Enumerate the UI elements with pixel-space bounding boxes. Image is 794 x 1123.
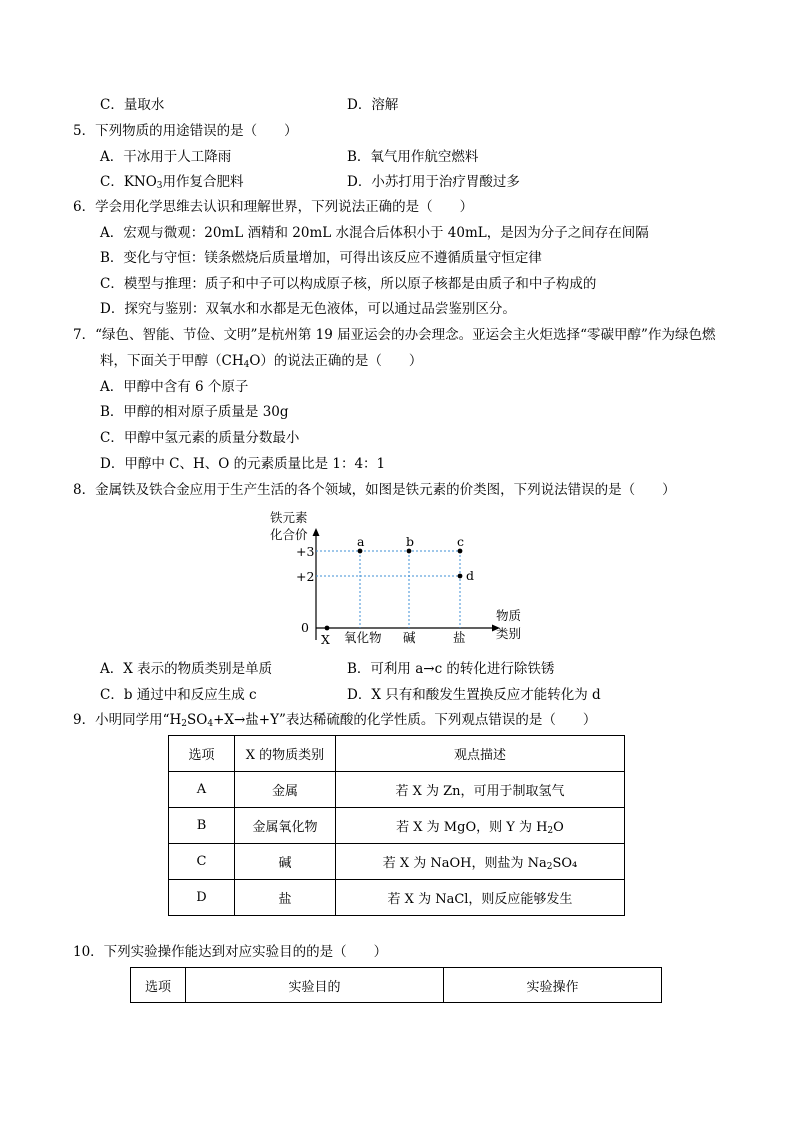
q7-option-b: B．甲醇的相对原子质量是 30g xyxy=(100,404,289,420)
q9-row-a-description: 若 X 为 Zn，可用于制取氢气 xyxy=(336,772,625,808)
q9-row-b-option: B xyxy=(169,808,235,844)
y-axis-arrow xyxy=(313,528,320,536)
q9-table-header xyxy=(169,736,625,772)
q9-header-option: 选项 xyxy=(169,736,235,772)
x-tick-salt: 盐 xyxy=(453,630,466,645)
y-axis-label-line1: 铁元素 xyxy=(270,510,308,525)
q9-row-c-description: 若 X 为 NaOH，则盐为 $Na_2SO_4$ xyxy=(336,844,625,880)
q10-stem: 10．下列实验操作能达到对应实验目的的是（ ） xyxy=(73,944,388,960)
q7-stem-line2: 料，下面关于甲醇$(CH_4O)$的说法正确的是（ ） xyxy=(100,353,423,370)
q7-stem-line1: 7．“绿色、智能、节俭、文明”是杭州第 19 届亚运会的办会理念。亚运会主火炬选择“零碳甲醇”作为绿色燃 xyxy=(73,327,716,343)
table-row xyxy=(169,844,625,880)
point-a xyxy=(358,549,363,554)
q9-row-a-option: A xyxy=(169,772,235,808)
q8-option-d: D．X 只有和酸发生置换反应才能转化为 d xyxy=(347,687,601,703)
q9-header-category: X 的物质类别 xyxy=(235,736,336,772)
q9-row-d-option: D xyxy=(169,880,235,916)
point-c xyxy=(458,549,463,554)
q5-option-b: B．氧气用作航空燃料 xyxy=(347,149,479,165)
q9-stem: 9．小明同学用“$H_2SO_4+X\to$盐+Y”表达稀硫酸的化学性质。下列观点错误的是（ ） xyxy=(73,712,597,729)
q8-option-a: A．X 表示的物质类别是单质 xyxy=(100,661,273,677)
table-row xyxy=(169,772,625,808)
q5-option-a: A．干冰用于人工降雨 xyxy=(100,149,232,165)
q9-row-b-category: 金属氧化物 xyxy=(235,808,336,844)
q7-option-d: D．甲醇中 C、H、O 的元素质量比是 1：4：1 xyxy=(100,456,386,472)
q4-option-c: C．量取水 xyxy=(100,97,165,113)
point-label-b: b xyxy=(406,534,415,549)
x-tick-base: 碱 xyxy=(403,630,416,645)
q8-option-c: C．b 通过中和反应生成 c xyxy=(100,687,257,703)
q9-table xyxy=(168,735,625,916)
y-axis-label-line2: 化合价 xyxy=(270,527,308,542)
table-row xyxy=(169,808,625,844)
q4-option-d: D．溶解 xyxy=(347,97,399,113)
q10-header-option: 选项 xyxy=(131,968,186,1003)
point-label-c: c xyxy=(457,534,465,549)
q7-option-c: C．甲醇中氢元素的质量分数最小 xyxy=(100,430,300,446)
q8-option-b: B．可利用 a→c 的转化进行除铁锈 xyxy=(347,661,555,677)
q5-option-d: D．小苏打用于治疗胃酸过多 xyxy=(347,174,520,190)
q6-option-a: A．宏观与微观：20mL 酒精和 20mL 水混合后体积小于 40mL，是因为分子之间存在间隔 xyxy=(100,225,649,241)
q6-stem: 6．学会用化学思维去认识和理解世界，下列说法正确的是（ ） xyxy=(73,199,474,215)
q10-header-operation: 实验操作 xyxy=(444,968,662,1003)
table-row xyxy=(169,880,625,916)
q9-row-a-category: 金属 xyxy=(235,772,336,808)
x-tick-oxide: 氧化物 xyxy=(344,630,382,645)
q5-option-c: C．$KNO_3$用作复合肥料 xyxy=(100,174,244,191)
y-tick-zero: 0 xyxy=(301,620,309,635)
point-b xyxy=(407,549,412,554)
q10-table-header xyxy=(131,968,662,1003)
q6-option-b: B．变化与守恒：镁条燃烧后质量增加，可得出该反应不遵循质量守恒定律 xyxy=(100,250,542,266)
q9-row-d-category: 盐 xyxy=(235,880,336,916)
q10-header-purpose: 实验目的 xyxy=(186,968,444,1003)
q6-option-c: C．模型与推理：质子和中子可以构成原子核，所以原子核都是由质子和中子构成的 xyxy=(100,276,597,292)
point-label-a: a xyxy=(357,534,365,549)
q8-stem: 8．金属铁及铁合金应用于生产生活的各个领域，如图是铁元素的价类图，下列说法错误的是（ ） xyxy=(73,482,676,498)
q9-row-b-description: 若 X 为 MgO，则 Y 为 $H_2O$ xyxy=(336,808,625,844)
y-tick-plus2: +2 xyxy=(296,569,315,584)
q10-table xyxy=(130,967,662,1003)
point-label-d: d xyxy=(466,568,475,583)
q6-option-d: D．探究与鉴别：双氧水和水都是无色液体，可以通过品尝鉴别区分。 xyxy=(100,301,516,317)
q9-row-c-option: C xyxy=(169,844,235,880)
q7-option-a: A．甲醇中含有 6 个原子 xyxy=(100,379,249,395)
point-x xyxy=(325,626,330,631)
point-d xyxy=(458,574,463,579)
y-tick-plus3: +3 xyxy=(296,544,315,559)
valence-class-chart xyxy=(260,508,540,650)
q9-header-description: 观点描述 xyxy=(336,736,625,772)
q9-row-c-category: 碱 xyxy=(235,844,336,880)
x-axis-label-line1: 物质 xyxy=(496,608,522,623)
x-tick-x: X xyxy=(321,632,330,647)
q5-stem: 5．下列物质的用途错误的是（ ） xyxy=(73,123,298,139)
q9-row-d-description: 若 X 为 NaCl，则反应能够发生 xyxy=(336,880,625,916)
x-axis-label-line2: 类别 xyxy=(496,626,522,641)
